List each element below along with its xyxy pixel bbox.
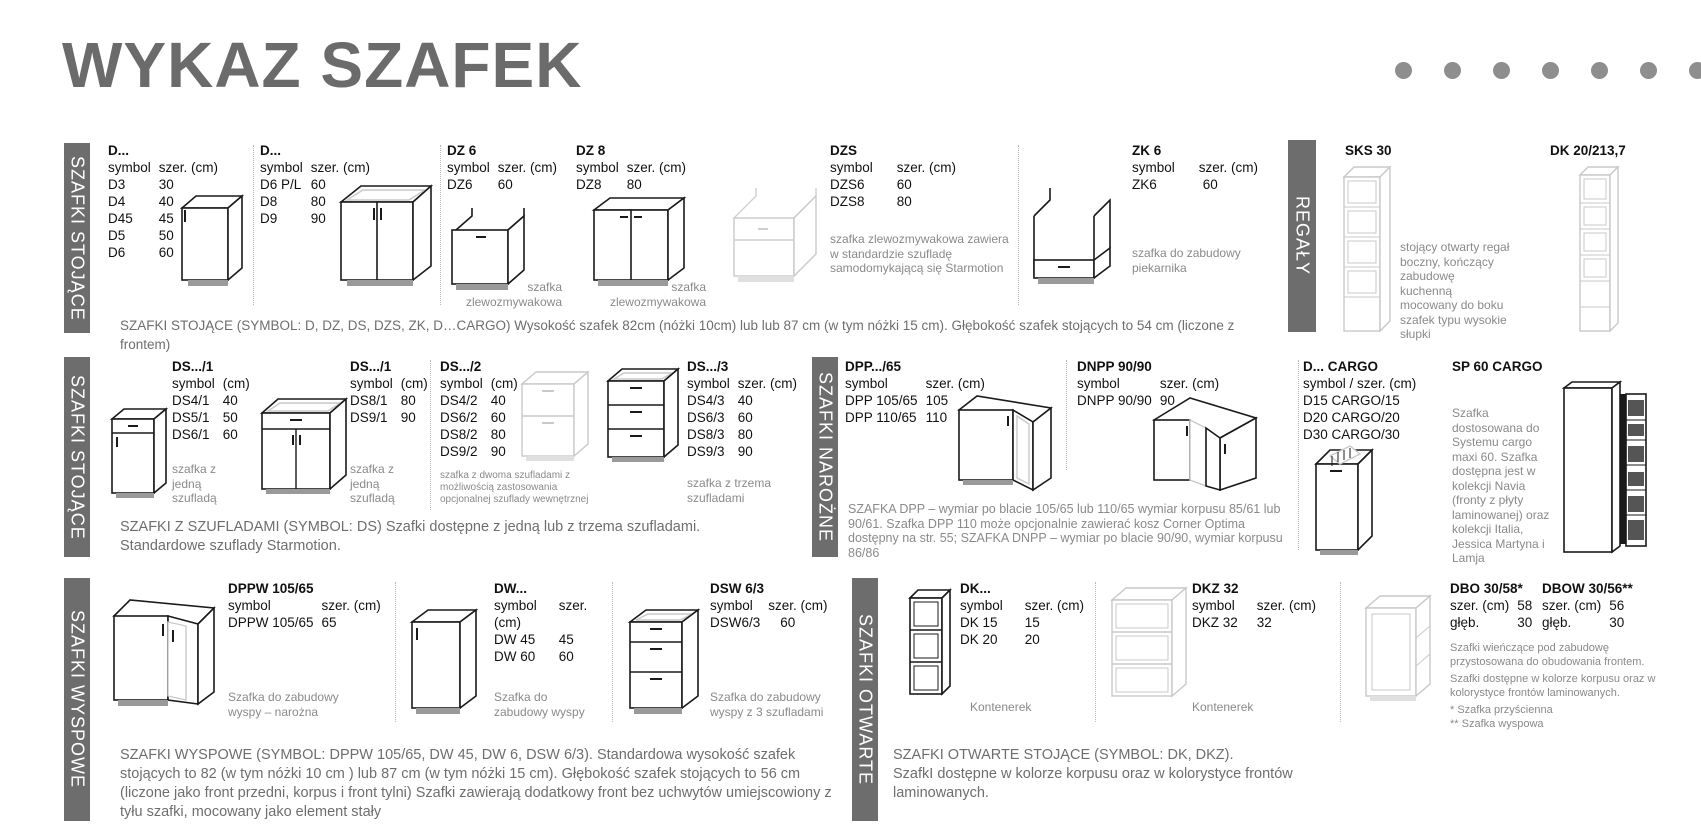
cell: DPP 110/65 (845, 410, 917, 425)
cell: 40 (222, 393, 238, 408)
spec-table (1132, 159, 1266, 193)
spec-dzs (830, 142, 964, 210)
cell: 40 (158, 194, 174, 209)
ds2-note: szafka z dwoma szufladami z możliwością zastosowania opcjonalnej szuflady wewnętrznej (440, 470, 589, 505)
band-szafki-otwarte (852, 578, 878, 821)
cabinet-d-cargo-drawing (1310, 442, 1376, 558)
spec-heading: DS.../3 (687, 359, 729, 374)
cell: D5 (108, 228, 126, 243)
cell: 40 (737, 393, 753, 408)
spec-heading: D... CARGO (1303, 359, 1379, 374)
col-header: szer. (cm) (737, 376, 798, 391)
col-header: (cm) (490, 376, 518, 391)
shelf-dk20-drawing (1578, 165, 1622, 335)
spec-heading: DKZ 32 (1192, 581, 1239, 596)
shelf-sks30-drawing (1342, 165, 1394, 335)
spec-dbo (1450, 580, 1532, 631)
spec-table (172, 375, 258, 443)
col-header: szer. (cm) (896, 160, 957, 175)
sks30-note: stojący otwarty regał boczny, kończący zabudowę kuchenną mocowany do boku szafek typu wysokie słupki (1400, 240, 1510, 341)
cabinet-dz8-drawing (590, 192, 690, 292)
spec-heading: DK 20/213,7 (1550, 143, 1626, 158)
spec-zk6 (1132, 142, 1266, 193)
cell: 30 (1517, 615, 1533, 630)
col-header: symbol (845, 376, 888, 391)
separator (1298, 360, 1299, 550)
cell: 90 (400, 410, 416, 425)
spec-heading: DZ 6 (447, 143, 477, 158)
spec-table (350, 375, 436, 426)
col-header: symbol (260, 160, 303, 175)
dz8-note: szafka zlewozmywakowa (609, 280, 706, 309)
band-label: REGAŁY (1292, 196, 1313, 276)
spec-heading: DNPP 90/90 (1077, 359, 1152, 374)
dkz-note: Kontenerek (1192, 700, 1254, 714)
cell: D30 CARGO/30 (1303, 427, 1400, 442)
spec-table (576, 159, 694, 193)
cabinet-ds1-drawing (108, 405, 170, 501)
otwarte-notes (1450, 642, 1670, 731)
cell: DS4/1 (172, 393, 210, 408)
spec-heading: D... (108, 143, 130, 158)
cell: 90 (1159, 393, 1175, 408)
spec-sp60 (1452, 358, 1543, 375)
cabinet-dkz-drawing (1110, 586, 1190, 704)
cell: DZS6 (830, 177, 865, 192)
col-header: symbol (960, 598, 1003, 613)
row1-footer: SZAFKI STOJĄCE (SYMBOL: D, DZ, DS, DZS, ZK, D…CARGO) Wysokość szafek 82cm (nóżki 10cm) lub lub 87 cm (w tym nóżki 15 cm). Głębokość szafek stojących to 54 cm (liczone z frontem) (120, 318, 1235, 352)
cell: (cm) (494, 615, 521, 630)
cell: 45 (558, 632, 574, 647)
cell: 50 (158, 228, 174, 243)
spec-heading: DZ 8 (576, 143, 606, 158)
col-header: symbol (1192, 598, 1235, 613)
col-header: symbol (228, 598, 271, 613)
spec-table (1303, 375, 1424, 443)
col-header: szer. (cm) (497, 160, 558, 175)
col-header: szer. (cm) (1159, 376, 1220, 391)
col-header: symbol (440, 376, 483, 391)
cell: 30 (1609, 615, 1625, 630)
cell: D3 (108, 177, 126, 192)
separator (1018, 145, 1019, 305)
band-regaly (1288, 140, 1316, 332)
page-title: WYKAZ SZAFEK (62, 29, 583, 101)
spec-table (687, 375, 805, 460)
col-header: symbol (494, 598, 537, 613)
spec-table (1542, 597, 1632, 631)
cell: DZ8 (576, 177, 602, 192)
footer-line: SzafkI dostępne w kolorze korpusu oraz w kolorystyce frontów laminowanych. (893, 766, 1293, 801)
cell: 60 (490, 410, 506, 425)
band-szafki-stojace-2 (64, 357, 90, 557)
spec-dw (494, 580, 595, 665)
col-header: symbol (447, 160, 490, 175)
cell: 90 (310, 211, 326, 226)
cell: 60 (158, 245, 174, 260)
cabinet-d-drawing (178, 188, 248, 298)
dz6-note: szafka zlewozmywakowa (465, 280, 562, 309)
cell: 45 (158, 211, 174, 226)
dsw-note: Szafka do zabudowy wyspy z 3 szufladami (710, 690, 824, 719)
spec-heading: ZK 6 (1132, 143, 1162, 158)
spec-table (1192, 597, 1324, 631)
separator (253, 145, 254, 305)
row2-footer: SZAFKI Z SZUFLADAMI (SYMBOL: DS) Szafki dostępne z jedną lub z trzema szufladami. Standardowe szuflady Starmotion. (120, 519, 701, 554)
cell: 60 (896, 177, 912, 192)
col-header: symbol (172, 376, 215, 391)
col-header: (cm) (222, 376, 250, 391)
cell: 110 (925, 410, 948, 425)
cell: 80 (737, 427, 753, 442)
spec-dbow (1542, 580, 1633, 631)
band-label: SZAFKI STOJĄCE (67, 374, 88, 540)
cell: szer. (cm) (1542, 598, 1602, 613)
spec-heading: DS.../2 (440, 359, 482, 374)
cell: ZK6 (1132, 177, 1157, 192)
band-szafki-wyspowe (64, 578, 90, 821)
cell: 80 (490, 427, 506, 442)
col-header: szer. (cm) (1198, 160, 1259, 175)
spec-sks30 (1345, 142, 1392, 159)
col-header: (cm) (400, 376, 428, 391)
separator (612, 582, 613, 722)
separator (1095, 582, 1096, 722)
cabinet-ds1-double-drawing (258, 395, 350, 499)
cell: DPP 105/65 (845, 393, 918, 408)
dzs-note: szafka zlewozmywakowa zawiera w standardzie szufladę samodomykającą się Starmotion (830, 232, 1009, 275)
col-header: szer. (558, 598, 588, 613)
cell: DZS8 (830, 194, 865, 209)
cell: DS5/1 (172, 410, 210, 425)
band-szafki-narozne (812, 357, 838, 557)
separator (1340, 582, 1341, 722)
cell: DS8/2 (440, 427, 478, 442)
ds1b-note: szafka z jedną szufladą (350, 462, 395, 505)
cell: 80 (400, 393, 416, 408)
cabinet-zk6-drawing (1030, 188, 1120, 298)
spec-heading: DPP.../65 (845, 359, 902, 374)
spec-dk20 (1550, 142, 1626, 159)
cell: DW 45 (494, 632, 536, 647)
spec-heading: D... (260, 143, 282, 158)
dppw-note: Szafka do zabudowy wyspy – narożna (228, 690, 339, 719)
cell: DKZ 32 (1192, 615, 1238, 630)
band-label: SZAFKI OTWARTE (855, 613, 876, 785)
cell: DS9/1 (350, 410, 388, 425)
cell: głęb. (1542, 615, 1572, 630)
spec-dkz (1192, 580, 1324, 631)
cell: 90 (737, 444, 753, 459)
spec-heading: SKS 30 (1345, 143, 1392, 158)
row3-footer: SZAFKI WYSPOWE (SYMBOL: DPPW 105/65, DW 45, DW 6, DSW 6/3). Standardowa wysokość szafek stojących to 82 (w tym nóżki 10 cm ) lub 87 cm (w tym nóżki 15 cm). Głębokość szafek stojących to 56 cm (liczone jako front przedni, korpus i front tylni) Szafki zawierają dodatkowy front bez uchwytów umiejscowiony z tyłu szafki, mocowany jako element stały (120, 747, 832, 820)
spec-d-cargo (1303, 358, 1424, 443)
spec-dz6 (447, 142, 565, 193)
spec-dz8 (576, 142, 694, 193)
dk-note: Kontenerek (970, 700, 1032, 714)
cabinet-dnpp-drawing (1150, 394, 1260, 494)
spec-ds1-a (172, 358, 258, 443)
cell: 105 (925, 393, 949, 408)
spec-table (440, 375, 526, 460)
cell: DW 60 (494, 649, 536, 664)
cell: 90 (490, 444, 506, 459)
zk6-note: szafka do zabudowy piekarnika (1132, 246, 1241, 275)
cell: DS4/3 (687, 393, 725, 408)
col-header: szer. (cm) (321, 598, 381, 613)
cabinet-dpp-drawing (955, 394, 1055, 494)
cell: D6 (108, 245, 126, 260)
dot (1591, 62, 1608, 79)
cell: DSW6/3 (710, 615, 761, 630)
sp60-note: Szafka dostosowana do Systemu cargo maxi 60. Szafka dostępna jest w kolekcji Navia (fronty z płyty laminowanej) oraz kolekcji Italia, Jessica Martyna i Lamja (1452, 406, 1550, 565)
cell: 32 (1256, 615, 1272, 630)
col-header: symbol / szer. (cm) (1303, 376, 1417, 391)
cell: 80 (310, 194, 326, 209)
separator (395, 582, 396, 722)
cabinet-dbo-drawing (1362, 594, 1434, 704)
dot (1640, 62, 1657, 79)
cell: 60 (737, 410, 753, 425)
col-header: szer. (cm) (1256, 598, 1317, 613)
cell: 60 (780, 615, 796, 630)
cell: D45 (108, 211, 133, 226)
cell: DZ6 (447, 177, 473, 192)
cell: DPPW 105/65 (228, 615, 314, 630)
spec-table (960, 597, 1092, 648)
cell: szer. (cm) (1450, 598, 1510, 613)
spec-dppw (228, 580, 389, 631)
cell: głęb. (1450, 615, 1480, 630)
col-header: symbol (576, 160, 619, 175)
band-szafki-stojace (64, 143, 90, 333)
note-line: Szafki dostępne w kolorze korpusu oraz w kolorystyce frontów laminowanych. (1450, 673, 1656, 699)
spec-ds3 (687, 358, 805, 460)
cell: DS4/2 (440, 393, 478, 408)
spec-table (1450, 597, 1532, 631)
spec-table (447, 159, 565, 193)
otwarte-footer (893, 746, 1293, 803)
col-header: szer. (cm) (158, 160, 219, 175)
cell: 50 (222, 410, 238, 425)
col-header: symbol (687, 376, 730, 391)
col-header: symbol (1132, 160, 1175, 175)
col-header: szer. (cm) (310, 160, 371, 175)
cell: D20 CARGO/20 (1303, 410, 1400, 425)
spec-table (710, 597, 836, 631)
cell: DS8/1 (350, 393, 388, 408)
cell: DK 15 (960, 615, 998, 630)
cabinet-dzs-drawing (730, 188, 820, 298)
ds3-note: szafka z trzema szufladami (687, 476, 772, 505)
cabinet-dppw-drawing (110, 596, 220, 712)
dot (1444, 62, 1461, 79)
cell: D6 P/L (260, 177, 302, 192)
col-header: szer. (cm) (1024, 598, 1085, 613)
spec-heading: DBOW 30/56** (1542, 581, 1633, 596)
spec-table (228, 597, 389, 631)
page-dots (1395, 62, 1701, 79)
dot (1493, 62, 1510, 79)
dot (1542, 62, 1559, 79)
cell: 60 (558, 649, 574, 664)
cell: DS9/3 (687, 444, 725, 459)
cell: D15 CARGO/15 (1303, 393, 1400, 408)
cabinet-dsw-drawing (626, 606, 702, 718)
cabinet-ds2-drawing (518, 368, 592, 464)
col-header: szer. (cm) (626, 160, 687, 175)
band-label: SZAFKI NAROŻNE (815, 371, 836, 542)
footer-line: SZAFKI OTWARTE STOJĄCE (SYMBOL: DK, DKZ). (893, 747, 1234, 763)
spec-ds2 (440, 358, 526, 460)
cell: 80 (896, 194, 912, 209)
cell: DS6/3 (687, 410, 725, 425)
band-label: SZAFKI STOJĄCE (67, 155, 88, 321)
cabinet-sp60-drawing (1560, 380, 1650, 556)
spec-ds1-b (350, 358, 436, 426)
spec-heading: DS.../1 (172, 359, 214, 374)
cell: D9 (260, 211, 278, 226)
spec-dsw (710, 580, 836, 631)
col-header: szer. (cm) (925, 376, 985, 391)
dot (1689, 62, 1701, 79)
spec-dk (960, 580, 1092, 648)
band-label: SZAFKI WYSPOWE (67, 610, 88, 789)
dw-note: Szafka do zabudowy wyspy (494, 690, 585, 719)
cell: 30 (158, 177, 174, 192)
cabinet-ds3-drawing (604, 365, 682, 465)
col-header: symbol (350, 376, 393, 391)
cell: 15 (1024, 615, 1040, 630)
cell: D4 (108, 194, 126, 209)
col-header: symbol (108, 160, 151, 175)
cell: 40 (490, 393, 506, 408)
dot (1395, 62, 1412, 79)
spec-table (830, 159, 964, 210)
cell: D8 (260, 194, 278, 209)
cabinet-dk-drawing (908, 588, 954, 704)
spec-heading: DSW 6/3 (710, 581, 765, 596)
cell: 80 (626, 177, 642, 192)
spec-heading: SP 60 CARGO (1452, 359, 1543, 374)
cell: DS9/2 (440, 444, 478, 459)
cell: 20 (1024, 632, 1040, 647)
cell: DS6/1 (172, 427, 210, 442)
cell: 60 (1202, 177, 1218, 192)
cell: 60 (310, 177, 326, 192)
cell: DK 20 (960, 632, 998, 647)
cabinet-dw-drawing (408, 606, 480, 718)
spec-heading: DPPW 105/65 (228, 581, 314, 596)
cell: 58 (1517, 598, 1533, 613)
col-header: symbol (710, 598, 753, 613)
note-line: * Szafka przyścienna (1450, 704, 1553, 716)
cell: DNPP 90/90 (1077, 393, 1152, 408)
cell: 65 (321, 615, 337, 630)
col-header: symbol (830, 160, 873, 175)
cell: DS6/2 (440, 410, 478, 425)
spec-heading: DZS (830, 143, 857, 158)
col-header: symbol (1077, 376, 1120, 391)
cell: 56 (1609, 598, 1625, 613)
cell: DS8/3 (687, 427, 725, 442)
spec-heading: DW... (494, 581, 527, 596)
spec-heading: DK... (960, 581, 991, 596)
spec-heading: DBO 30/58* (1450, 581, 1523, 596)
cell: 60 (497, 177, 513, 192)
note-line: Szafki wieńczące pod zabudowę przystosowana do obudowania frontem. (1450, 642, 1645, 668)
narozne-footer: SZAFKA DPP – wymiar po blacie 105/65 lub 110/65 wymiar korpusu 85/61 lub 90/61. Szafka DPP 110 może opcjonalnie zawierać kosz Corner Optima dostępny na str. 55; SZAFKA DNPP – wymiar po blacie 90/90, wymiar korpusu 86/86 (848, 502, 1283, 560)
spec-heading: DS.../1 (350, 359, 392, 374)
note-line: ** Szafka wyspowa (1450, 717, 1544, 730)
cell: 60 (222, 427, 238, 442)
cabinet-d-double-drawing (335, 178, 435, 298)
separator (1066, 360, 1067, 470)
separator (440, 145, 441, 305)
col-header: szer. (cm) (768, 598, 828, 613)
spec-table (494, 597, 595, 665)
ds1a-note: szafka z jedną szufladą (172, 462, 217, 505)
